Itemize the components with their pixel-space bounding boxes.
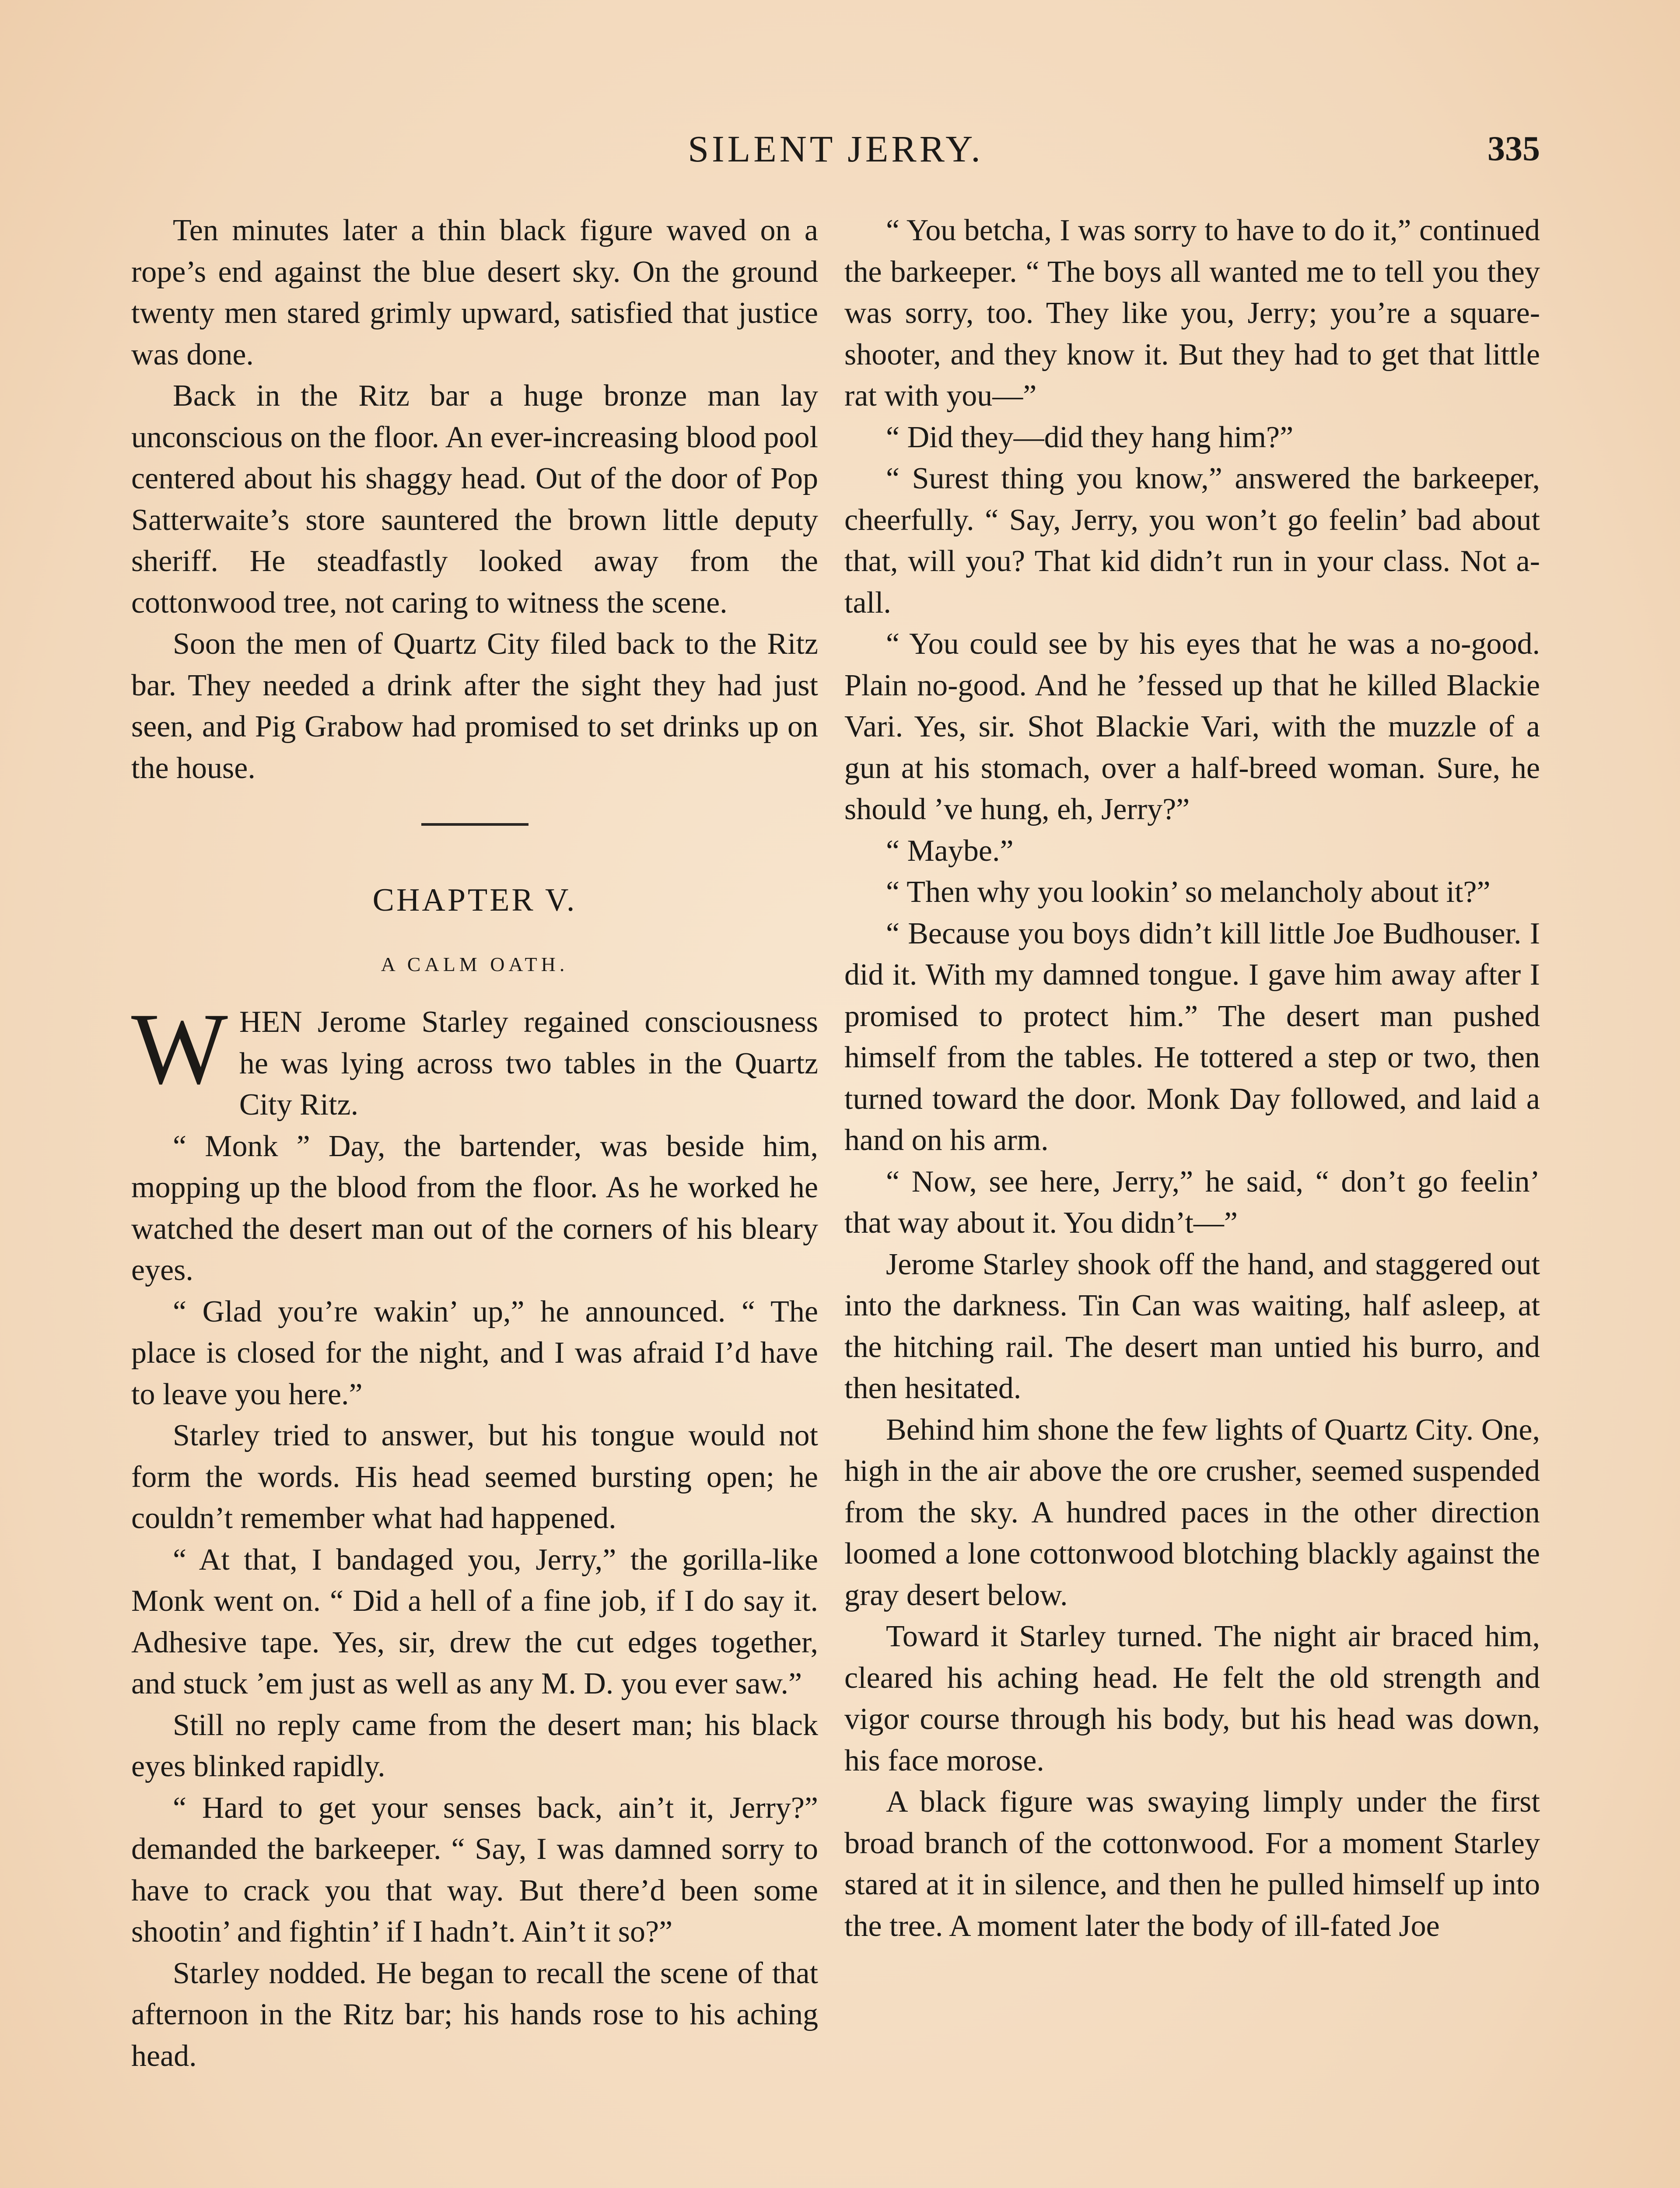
chapter-heading: CHAPTER V. bbox=[372, 882, 577, 918]
paragraph: Behind him shone the few lights of Quartz City. One, high in the air above the ore crusher, seemed suspended from the sky. A hundred paces in the other direction loomed a lone cottonwood blotching blackly against the gray desert below. bbox=[844, 1413, 1540, 1612]
paragraph: Starley nodded. He began to recall the scene of that afternoon in the Ritz bar; his hands rose to his aching head. bbox=[131, 1956, 818, 2073]
paragraph: “ Then why you lookin’ so melancholy about it?” bbox=[886, 875, 1491, 909]
paragraph: “ You could see by his eyes that he was a no-good. Plain no-good. And he ’fessed up that he killed Blackie Vari. Yes, sir. Shot Blackie Vari, with the muzzle of a gun at his stomach, over a half-breed woman. Sure, he should ’ve hung, eh, Jerry?” bbox=[844, 627, 1540, 826]
paragraph: “ Now, see here, Jerry,” he said, “ don’t go feelin’ that way about it. You didn’t—” bbox=[844, 1164, 1540, 1240]
paragraph: Ten minutes later a thin black figure waved on a rope’s end against the blue desert sky. On the ground twenty men stared grimly upward, satisfied that justice was done. bbox=[131, 214, 818, 372]
paragraph: “ Because you boys didn’t kill little Joe Budhouser. I did it. With my damned tongue. I gave him away after I promised to protect him.” The desert man pushed himself from the tables. He tottered a step or two, then turned toward the door. Monk Day followed, and laid a hand on his arm. bbox=[844, 916, 1540, 1157]
page-number: 335 bbox=[1488, 130, 1540, 168]
section-divider bbox=[421, 823, 528, 826]
paragraph: Starley tried to answer, but his tongue would not form the words. His head seemed bursting open; he couldn’t remember what had happened. bbox=[131, 1419, 818, 1535]
chapter-subtitle: A CALM OATH. bbox=[381, 953, 569, 975]
paragraph: A black figure was swaying limply under the first broad branch of the cottonwood. For a moment Starley stared at it in silence, and then he pulled himself up into the tree. A moment later the body of ill-fated Joe bbox=[844, 1785, 1540, 1943]
paragraph: “ Monk ” Day, the bartender, was beside him, mopping up the blood from the floor. As he worked he watched the desert man out of the corners of his bleary eyes. bbox=[131, 1129, 818, 1287]
drop-cap: W bbox=[131, 992, 228, 1105]
left-column bbox=[131, 210, 818, 2188]
paragraph: Soon the men of Quartz City filed back to the Ritz bar. They needed a drink after the sight they had just seen, and Pig Grabow had promised to set drinks up on the house. bbox=[131, 627, 818, 785]
paragraph: “ Hard to get your senses back, ain’t it, Jerry?” demanded the barkeeper. “ Say, I was damned sorry to have to crack you that way. But there’d been some shootin’ and fightin’ if I hadn’t. Ain’t it so?” bbox=[131, 1791, 818, 1949]
paragraph: Back in the Ritz bar a huge bronze man lay unconscious on the floor. An ever-increasing blood pool centered about his shaggy head. Out of the door of Pop Satterwaite’s store sauntered the brown little deputy sheriff. He steadfastly looked away from the cottonwood tree, not caring to witness the scene. bbox=[131, 379, 818, 620]
paragraph: “ At that, I bandaged you, Jerry,” the gorilla-like Monk went on. “ Did a hell of a fine job, if I do say it. Adhesive tape. Yes, sir, drew the cut edges together, and stuck ’em just as well as any M. D. you ever saw.” bbox=[131, 1543, 818, 1701]
paragraph: “ You betcha, I was sorry to have to do it,” continued the barkeeper. “ The boys all wanted me to tell you they was sorry, too. They like you, Jerry; you’re a square-shooter, and they know it. But they had to get that little rat with you—” bbox=[844, 214, 1540, 413]
paragraph: “ Did they—did they hang him?” bbox=[886, 420, 1294, 454]
running-title: SILENT JERRY. bbox=[688, 128, 984, 170]
right-column bbox=[844, 210, 1540, 2188]
paragraph: Toward it Starley turned. The night air braced him, cleared his aching head. He felt the old strength and vigor course through his body, but his head was down, his face morose. bbox=[844, 1620, 1540, 1778]
paragraph: “ Surest thing you know,” answered the barkeeper, cheerfully. “ Say, Jerry, you won’t go feelin’ bad about that, will you? That kid didn’t run in your class. Not a-tall. bbox=[844, 462, 1540, 620]
opening-text: HEN Jerome Starley regained consciousness he was lying across two tables in the Quartz City Ritz. bbox=[239, 1005, 818, 1122]
running-head bbox=[131, 125, 1540, 182]
chapter-opening-paragraph bbox=[131, 992, 818, 1126]
paragraph: Still no reply came from the desert man; his black eyes blinked rapidly. bbox=[131, 1708, 818, 1783]
paragraph: “ Maybe.” bbox=[886, 834, 1014, 868]
paragraph: “ Glad you’re wakin’ up,” he announced. “ The place is closed for the night, and I was afraid I’d have to leave you here.” bbox=[131, 1294, 818, 1411]
paragraph: Jerome Starley shook off the hand, and staggered out into the darkness. Tin Can was waiting, half asleep, at the hitching rail. The desert man untied his burro, and then hesitated. bbox=[844, 1247, 1540, 1405]
